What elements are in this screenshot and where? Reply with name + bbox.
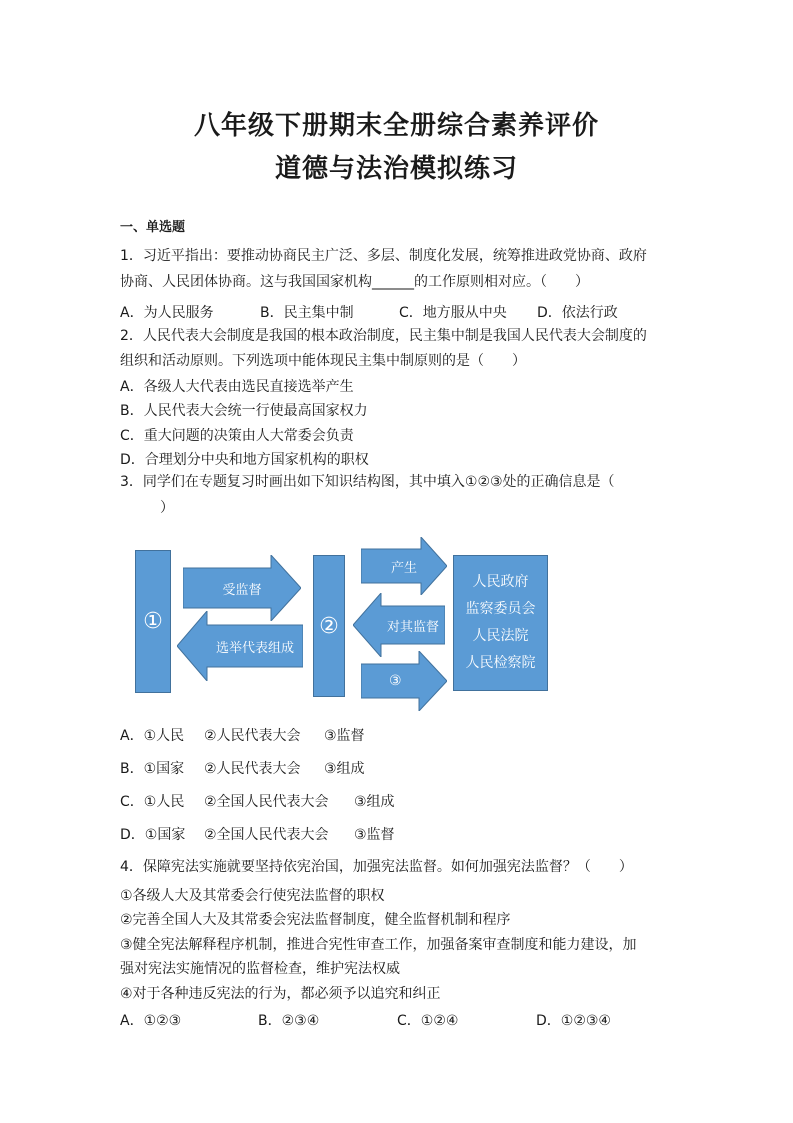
arrow-3-label: ③ — [389, 673, 402, 689]
q3-option-b — [120, 758, 365, 778]
q3-option-c-part2: ②全国人民代表大会 — [204, 794, 329, 810]
q3-stem-line1: 3．同学们在专题复习时画出如下知识结构图，其中填入①②③处的正确信息是（ — [120, 474, 615, 490]
section-title: 一、单选题 — [120, 220, 186, 235]
page-title: 八年级下册期末全册综合素养评价 — [193, 111, 599, 141]
q3-option-a — [120, 725, 365, 745]
q4-option-d: D．①②③④ — [536, 1013, 611, 1029]
q3-option-d — [120, 824, 395, 844]
q1-stem-line1: 1．习近平指出：要推动协商民主广泛、多层、制度化发展，统筹推进政党协商、政府 — [120, 248, 647, 264]
q3-option-b-part3: ③组成 — [324, 761, 365, 777]
state-organs-box — [453, 555, 548, 691]
arrow-elect-representatives — [177, 611, 303, 681]
q2-option-d: D．合理划分中央和地方国家机构的职权 — [120, 452, 369, 468]
q4-stem: 4．保障宪法实施就要坚持依宪治国，加强宪法监督。如何加强宪法监督？（ ） — [120, 859, 633, 875]
arrow-supervise-label: 对其监督 — [386, 619, 439, 635]
q3-option-c-part1: C．①人民 — [120, 794, 185, 810]
q3-option-d-part1: D．①国家 — [120, 827, 186, 843]
q1-options — [120, 302, 618, 322]
q2-option-c: C．重大问题的决策由人大常委会负责 — [120, 428, 354, 444]
arrow-3 — [361, 651, 447, 711]
q3-option-a-part1: A．①人民 — [120, 728, 185, 744]
q3-option-d-part3: ③监督 — [354, 827, 395, 843]
q2-stem-line2: 组织和活动原则。下列选项中能体现民主集中制原则的是（ ） — [120, 353, 526, 369]
arrow-produce-label: 产生 — [390, 560, 417, 576]
q4-item-1: ①各级人大及其常委会行使宪法监督的职权 — [120, 888, 385, 904]
q4-options — [120, 1010, 611, 1030]
arrow-produce — [361, 537, 447, 595]
q4-item-3-line1: ③健全宪法解释程序机制，推进合宪性审查工作，加强备案审查制度和能力建设，加 — [120, 937, 637, 953]
q3-stem-line2: ） — [160, 500, 174, 516]
q1-option-c: C．地方服从中央 — [399, 305, 507, 321]
knowledge-structure-diagram — [135, 535, 555, 713]
page-subtitle: 道德与法治模拟练习 — [274, 154, 518, 184]
q3-option-b-part1: B．①国家 — [120, 761, 185, 777]
q4-option-b: B．②③④ — [258, 1013, 320, 1029]
q3-option-c-part3: ③组成 — [354, 794, 395, 810]
org-supervisory-commission: 监察委员会 — [465, 601, 536, 617]
q4-item-3-line2: 强对宪法实施情况的监督检查，维护宪法权威 — [120, 961, 400, 977]
q4-option-c: C．①②④ — [397, 1013, 459, 1029]
q4-item-4: ④对于各种违反宪法的行为，都必须予以追究和纠正 — [120, 986, 441, 1002]
q3-option-c — [120, 791, 395, 811]
q3-option-b-part2: ②人民代表大会 — [204, 761, 301, 777]
q1-option-d: D．依法行政 — [537, 305, 618, 321]
arrow-supervise — [353, 593, 445, 657]
org-procuratorate: 人民检察院 — [465, 655, 536, 671]
arrow-elect-representatives-label: 选举代表组成 — [215, 640, 294, 656]
org-court: 人民法院 — [472, 628, 529, 644]
org-government: 人民政府 — [472, 574, 529, 590]
q4-option-a: A．①②③ — [120, 1013, 182, 1029]
diagram-box-1: ① — [135, 550, 171, 693]
diagram-box-2: ② — [313, 555, 345, 697]
q3-option-a-part2: ②人民代表大会 — [204, 728, 301, 744]
arrow-receive-supervision-label: 受监督 — [222, 582, 262, 598]
q4-item-2: ②完善全国人大及其常委会宪法监督制度，健全监督机制和程序 — [120, 912, 511, 928]
q3-option-a-part3: ③监督 — [324, 728, 365, 744]
q2-stem-line1: 2．人民代表大会制度是我国的根本政治制度，民主集中制是我国人民代表大会制度的 — [120, 328, 647, 344]
q1-option-a: A．为人民服务 — [120, 305, 214, 321]
q1-option-b: B．民主集中制 — [260, 305, 354, 321]
q2-option-a: A．各级人大代表由选民直接选举产生 — [120, 379, 354, 395]
q1-stem-line2: 协商、人民团体协商。这与我国国家机构______的工作原则相对应。（ ） — [120, 274, 589, 290]
q2-option-b: B．人民代表大会统一行使最高国家权力 — [120, 403, 368, 419]
q3-option-d-part2: ②全国人民代表大会 — [204, 827, 329, 843]
